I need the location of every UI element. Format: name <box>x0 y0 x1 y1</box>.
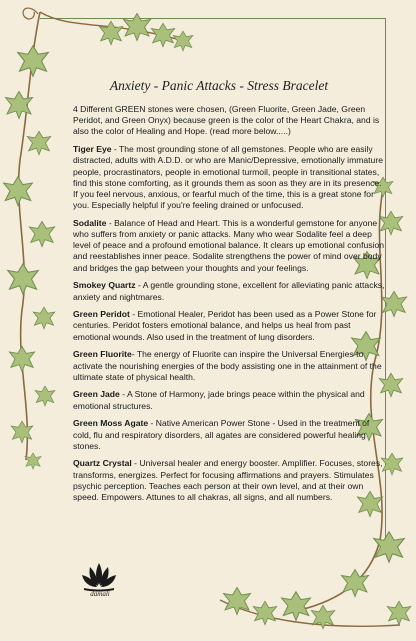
stone-text: - Universal healer and energy booster. Amplifier. Focuses, stores, transforms, energizes. Perfect for focusing affirmations and prayers. Stimulates psychic perception. Teaches each person at their own level, and at their own speed. Empowers. Attunes to all chakras, all signs, and all numbers. <box>73 458 383 503</box>
stone-text: - Balance of Head and Heart. This is a wonderful gemstone for anyone who suffers from anxiety or panic attacks. Many who wear Sodalite feel a deep level of peace and a profound emotional balance. It clears up emotional confusion and reestablishes inner peace. Sodalite strengthens the power of mind over body and bridges the gap between your thoughts and your feelings. <box>73 217 385 273</box>
stone-entry-green-jade <box>73 389 386 411</box>
stone-text: - The most grounding stone of all gemstones. People who are easily distracted, adults with A.D.D. or who are Manic/Depressive, emotionally immature people, procrastinators, people in emotional turmoil, people in transitional states, find this stone comforting, as it grounds them as soon as they are in its presence. If you feel nervous, anxious, or fearful much of the time, this is a great stone for you. Especially helpful if you're feeling drained or unfocused. <box>73 144 383 211</box>
stone-name: Green Moss Agate <box>73 418 149 429</box>
stone-name: Sodalite <box>73 217 107 228</box>
intro-paragraph: 4 Different GREEN stones were chosen, (Green Fluorite, Green Jade, Green Peridot, and Green Onyx) because green is the color of the Heart Chakra, and is also the color of Healing and Hope. (read more below.....) <box>73 104 380 137</box>
stone-name: Green Peridot <box>73 309 130 320</box>
stone-name: Tiger Eye <box>73 144 112 155</box>
stone-name: Smokey Quartz <box>73 280 136 291</box>
stone-entry-sodalite <box>73 218 386 274</box>
stone-entry-green-peridot <box>73 309 386 343</box>
page-title: Anxiety - Panic Attacks - Stress Bracelet <box>109 78 329 93</box>
stone-entry-smokey-quartz <box>73 280 386 302</box>
stone-text: - Native American Power Stone - Used in the treatment of cold, flu and respiratory disorders, all agates are considered powerful healing stones. <box>73 418 370 451</box>
stone-text: - A Stone of Harmony, jade brings peace within the physical and emotional structures. <box>73 389 365 411</box>
stone-text: - Emotional Healer, Peridot has been used as a Power Stone for centuries. Peridot fosters emotional balance, and helps us heal from past emotional wounds. Also used in the treatment of lung disorders. <box>73 309 377 342</box>
stone-entry-green-moss-agate <box>73 418 386 452</box>
logo-text: damali <box>90 590 110 598</box>
stone-entry-green-fluorite <box>73 349 386 383</box>
stone-name: Green Fluorite <box>73 349 132 360</box>
stone-text: - The energy of Fluorite can inspire the Universal Energies to activate the nourishing energies of the body assisting one in the attainment of the ultimate state of physical health. <box>73 349 382 382</box>
stone-name: Quartz Crystal <box>73 458 132 469</box>
stone-name: Green Jade <box>73 389 120 400</box>
stone-entry-tiger-eye <box>73 144 386 211</box>
stone-entry-quartz-crystal <box>73 458 386 503</box>
stone-text: - A gentle grounding stone, excellent for alleviating panic attacks, anxiety and nightmares. <box>73 280 385 302</box>
lotus-logo-icon <box>78 559 120 593</box>
stone-descriptions <box>73 104 386 510</box>
